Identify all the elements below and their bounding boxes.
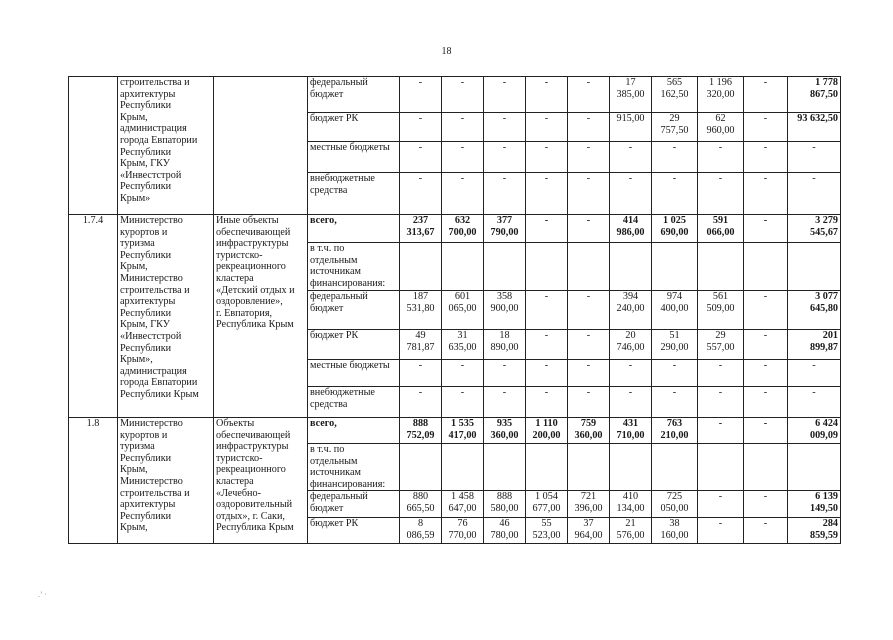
table-row	[69, 215, 841, 243]
year-value-cell: -	[610, 387, 652, 418]
object-cell: Объекты обеспечивающей инфраструктуры туристско- рекреационного кластера «Лечебно- оздоровительный отдых», г. Саки, Республика Крым	[214, 418, 308, 544]
year-value-cell: 414 986,00	[610, 215, 652, 243]
total-cell: 284 859,59	[788, 518, 841, 544]
table-body	[69, 77, 841, 544]
funding-source-cell: бюджет РК	[308, 518, 400, 544]
year-value-cell: 55 523,00	[526, 518, 568, 544]
year-value-cell: -	[442, 360, 484, 387]
year-value-cell: 725 050,00	[652, 491, 698, 518]
year-value-cell	[652, 243, 698, 291]
year-value-cell: 1 535 417,00	[442, 418, 484, 444]
year-value-cell: -	[698, 418, 744, 444]
year-value-cell: -	[400, 113, 442, 142]
year-value-cell: -	[744, 215, 788, 243]
responsible-cell: строительства и архитектуры Республики Крым, администрация города Евпатории Республики Крым, ГКУ «Инвестстрой Республики Крым»	[118, 77, 214, 215]
year-value-cell: 763 210,00	[652, 418, 698, 444]
year-value-cell: -	[610, 360, 652, 387]
year-value-cell: -	[526, 215, 568, 243]
year-value-cell: -	[442, 142, 484, 173]
funding-source-cell: бюджет РК	[308, 330, 400, 360]
year-value-cell: 888 580,00	[484, 491, 526, 518]
year-value-cell: -	[442, 387, 484, 418]
year-value-cell: -	[652, 142, 698, 173]
year-value-cell: 915,00	[610, 113, 652, 142]
year-value-cell: -	[568, 330, 610, 360]
total-cell: -	[788, 360, 841, 387]
year-value-cell: -	[526, 77, 568, 113]
year-value-cell: -	[744, 291, 788, 330]
budget-table	[68, 76, 841, 544]
year-value-cell: -	[442, 113, 484, 142]
funding-source-cell: федеральный бюджет	[308, 491, 400, 518]
year-value-cell: -	[484, 142, 526, 173]
year-value-cell: -	[744, 113, 788, 142]
year-value-cell: 20 746,00	[610, 330, 652, 360]
year-value-cell: -	[400, 142, 442, 173]
year-value-cell: -	[744, 491, 788, 518]
year-value-cell: -	[744, 518, 788, 544]
year-value-cell	[698, 243, 744, 291]
year-value-cell: -	[526, 330, 568, 360]
year-value-cell: -	[526, 113, 568, 142]
year-value-cell	[744, 444, 788, 491]
year-value-cell: -	[526, 387, 568, 418]
year-value-cell: -	[568, 173, 610, 215]
funding-source-cell: в т.ч. по отдельным источникам финансирования:	[308, 444, 400, 491]
total-cell: 3 279 545,67	[788, 215, 841, 243]
year-value-cell: 187 531,80	[400, 291, 442, 330]
funding-source-cell: федеральный бюджет	[308, 77, 400, 113]
year-value-cell: 21 576,00	[610, 518, 652, 544]
total-cell: 93 632,50	[788, 113, 841, 142]
year-value-cell: 29 557,00	[698, 330, 744, 360]
year-value-cell: -	[442, 173, 484, 215]
year-value-cell: 377 790,00	[484, 215, 526, 243]
year-value-cell: -	[698, 173, 744, 215]
year-value-cell: -	[568, 77, 610, 113]
year-value-cell	[442, 243, 484, 291]
total-cell: 6 139 149,50	[788, 491, 841, 518]
year-value-cell	[744, 243, 788, 291]
year-value-cell: 51 290,00	[652, 330, 698, 360]
year-value-cell: 1 025 690,00	[652, 215, 698, 243]
year-value-cell: -	[484, 173, 526, 215]
year-value-cell	[610, 444, 652, 491]
funding-source-cell: местные бюджеты	[308, 142, 400, 173]
year-value-cell: -	[568, 142, 610, 173]
year-value-cell: 935 360,00	[484, 418, 526, 444]
year-value-cell: -	[526, 173, 568, 215]
year-value-cell: -	[652, 173, 698, 215]
object-cell	[214, 77, 308, 215]
year-value-cell: 1 054 677,00	[526, 491, 568, 518]
funding-source-cell: внебюджетные средства	[308, 387, 400, 418]
total-cell	[788, 243, 841, 291]
funding-source-cell: бюджет РК	[308, 113, 400, 142]
total-cell: 6 424 009,09	[788, 418, 841, 444]
year-value-cell: 974 400,00	[652, 291, 698, 330]
year-value-cell: 31 635,00	[442, 330, 484, 360]
year-value-cell	[484, 444, 526, 491]
year-value-cell: -	[568, 215, 610, 243]
funding-source-cell: в т.ч. по отдельным источникам финансирования:	[308, 243, 400, 291]
year-value-cell	[610, 243, 652, 291]
year-value-cell: 632 700,00	[442, 215, 484, 243]
year-value-cell	[484, 243, 526, 291]
table-row	[69, 77, 841, 113]
year-value-cell: 759 360,00	[568, 418, 610, 444]
year-value-cell: 358 900,00	[484, 291, 526, 330]
total-cell: 201 899,87	[788, 330, 841, 360]
year-value-cell: -	[744, 330, 788, 360]
year-value-cell: -	[400, 387, 442, 418]
year-value-cell: -	[652, 360, 698, 387]
row-code	[69, 77, 118, 215]
year-value-cell: 1 110 200,00	[526, 418, 568, 444]
scan-mark: .’ ·	[38, 590, 47, 599]
year-value-cell: -	[698, 387, 744, 418]
year-value-cell: -	[744, 77, 788, 113]
year-value-cell: 888 752,09	[400, 418, 442, 444]
object-cell: Иные объекты обеспечивающей инфраструктуры туристско- рекреационного кластера «Детский отдых и оздоровление», г. Евпатория, Республика Крым	[214, 215, 308, 418]
table-row	[69, 418, 841, 444]
funding-source-cell: внебюджетные средства	[308, 173, 400, 215]
total-cell: -	[788, 387, 841, 418]
year-value-cell: 37 964,00	[568, 518, 610, 544]
year-value-cell: 565 162,50	[652, 77, 698, 113]
year-value-cell: -	[526, 142, 568, 173]
funding-source-cell: федеральный бюджет	[308, 291, 400, 330]
year-value-cell: -	[526, 360, 568, 387]
year-value-cell: -	[568, 360, 610, 387]
year-value-cell: 38 160,00	[652, 518, 698, 544]
year-value-cell: -	[744, 173, 788, 215]
year-value-cell: 561 509,00	[698, 291, 744, 330]
year-value-cell: 17 385,00	[610, 77, 652, 113]
total-cell: 3 077 645,80	[788, 291, 841, 330]
year-value-cell: 76 770,00	[442, 518, 484, 544]
year-value-cell: -	[744, 360, 788, 387]
year-value-cell: 18 890,00	[484, 330, 526, 360]
total-cell: -	[788, 173, 841, 215]
year-value-cell: 721 396,00	[568, 491, 610, 518]
row-code: 1.7.4	[69, 215, 118, 418]
year-value-cell: 1 458 647,00	[442, 491, 484, 518]
year-value-cell: -	[484, 360, 526, 387]
year-value-cell: -	[526, 291, 568, 330]
funding-source-cell: всего,	[308, 418, 400, 444]
year-value-cell: -	[744, 387, 788, 418]
year-value-cell: -	[400, 360, 442, 387]
year-value-cell: -	[484, 77, 526, 113]
year-value-cell: -	[610, 142, 652, 173]
year-value-cell: 591 066,00	[698, 215, 744, 243]
total-cell: 1 778 867,50	[788, 77, 841, 113]
year-value-cell: -	[568, 387, 610, 418]
year-value-cell	[526, 243, 568, 291]
year-value-cell: 62 960,00	[698, 113, 744, 142]
year-value-cell: 601 065,00	[442, 291, 484, 330]
year-value-cell	[568, 243, 610, 291]
year-value-cell: 1 196 320,00	[698, 77, 744, 113]
total-cell	[788, 444, 841, 491]
year-value-cell: 431 710,00	[610, 418, 652, 444]
page-number: 18	[441, 46, 452, 57]
year-value-cell: -	[698, 142, 744, 173]
year-value-cell: 394 240,00	[610, 291, 652, 330]
year-value-cell: -	[698, 518, 744, 544]
year-value-cell: 237 313,67	[400, 215, 442, 243]
year-value-cell	[526, 444, 568, 491]
year-value-cell: -	[698, 491, 744, 518]
year-value-cell	[568, 444, 610, 491]
year-value-cell: 880 665,50	[400, 491, 442, 518]
responsible-cell: Министерство курортов и туризма Республики Крым, Министерство строительства и архитектуры Республики Крым, ГКУ «Инвестстрой Республики Крым», администрация города Евпатории Республики Крым	[118, 215, 214, 418]
year-value-cell: -	[698, 360, 744, 387]
year-value-cell: -	[400, 77, 442, 113]
year-value-cell	[400, 444, 442, 491]
year-value-cell: 410 134,00	[610, 491, 652, 518]
year-value-cell: -	[568, 291, 610, 330]
year-value-cell: -	[568, 113, 610, 142]
year-value-cell	[698, 444, 744, 491]
total-cell: -	[788, 142, 841, 173]
funding-source-cell: всего,	[308, 215, 400, 243]
year-value-cell	[442, 444, 484, 491]
year-value-cell	[400, 243, 442, 291]
year-value-cell: 46 780,00	[484, 518, 526, 544]
year-value-cell: -	[442, 77, 484, 113]
year-value-cell: -	[400, 173, 442, 215]
year-value-cell: -	[484, 113, 526, 142]
year-value-cell	[652, 444, 698, 491]
year-value-cell: 8 086,59	[400, 518, 442, 544]
funding-source-cell: местные бюджеты	[308, 360, 400, 387]
year-value-cell: -	[484, 387, 526, 418]
year-value-cell: 49 781,87	[400, 330, 442, 360]
year-value-cell: -	[744, 142, 788, 173]
year-value-cell: -	[610, 173, 652, 215]
year-value-cell: -	[744, 418, 788, 444]
row-code: 1.8	[69, 418, 118, 544]
responsible-cell: Министерство курортов и туризма Республики Крым, Министерство строительства и архитектуры Республики Крым,	[118, 418, 214, 544]
year-value-cell: 29 757,50	[652, 113, 698, 142]
year-value-cell: -	[652, 387, 698, 418]
